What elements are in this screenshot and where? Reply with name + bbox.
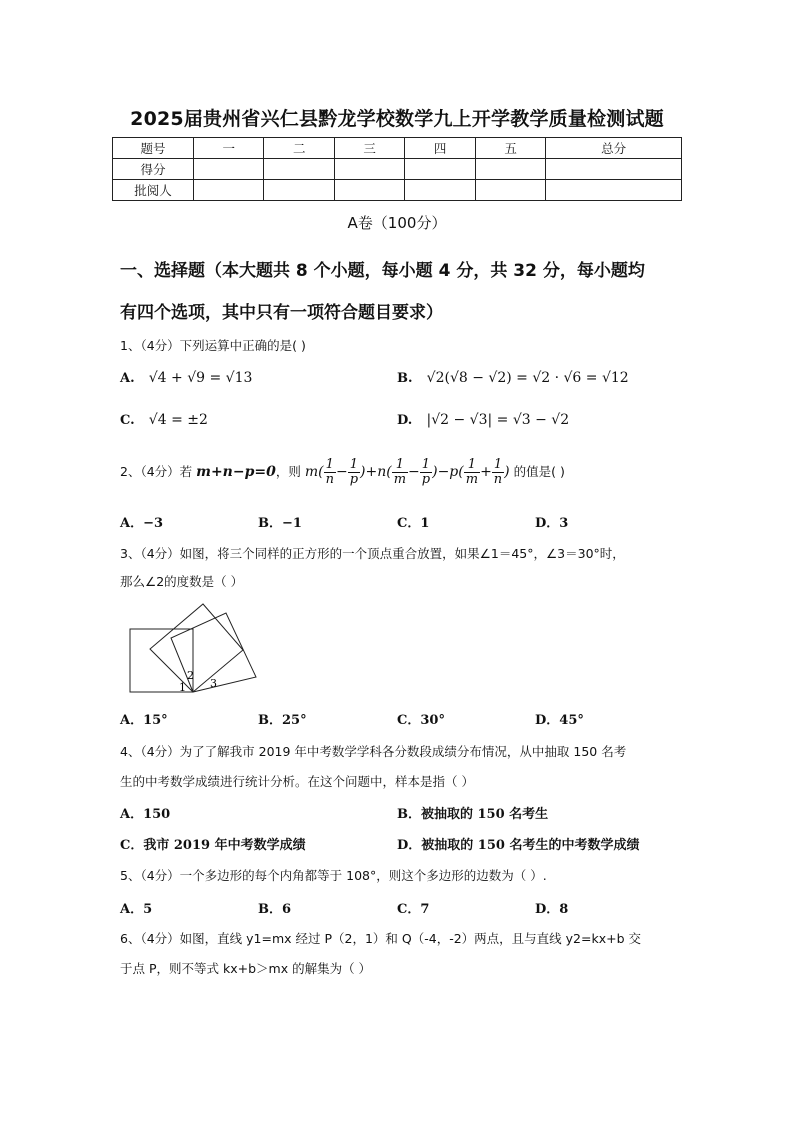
q2-option-a: A．−3 [120, 516, 164, 531]
question-5-stem: 5、（4分）一个多边形的每个内角都等于 108°，则这个多边形的边数为（ ）. [120, 868, 547, 883]
table-cell: 三 [334, 138, 404, 159]
table-cell: 一 [194, 138, 264, 159]
angle-label-3: 3 [210, 677, 217, 690]
table-cell: 四 [405, 138, 475, 159]
table-cell: 二 [264, 138, 334, 159]
q5-option-d: D．8 [535, 902, 569, 917]
score-table-header-row [113, 138, 682, 159]
q5-option-c: C．7 [397, 902, 430, 917]
q4-option-d: D．被抽取的 150 名考生的中考数学成绩 [397, 838, 640, 853]
fraction: $\frac{1}{n}$ [493, 456, 503, 487]
score-input-cell [334, 159, 404, 180]
q3-option-d: D．45° [535, 713, 584, 728]
q1-option-a [120, 370, 252, 386]
table-cell: 五 [475, 138, 545, 159]
q2-suffix: 的值是( ) [513, 464, 565, 479]
angle-label-1: 1 [179, 681, 186, 694]
page-title: 2025届贵州省兴仁县黔龙学校数学九上开学教学质量检测试题 [130, 108, 664, 130]
section-heading-line1: 一、选择题（本大题共 8 个小题，每小题 4 分，共 32 分，每小题均 [120, 261, 645, 281]
question-4-stem-line1: 4、（4分）为了了解我市 2019 年中考数学学科各分数段成绩分布情况，从中抽取 150 名考 [120, 744, 627, 759]
fraction: $\frac{1}{p}$ [421, 456, 431, 487]
table-cell: 题号 [113, 138, 194, 159]
option-label: B. [397, 371, 413, 386]
question-2-stem [120, 455, 565, 489]
option-label: C. [120, 413, 135, 428]
question-1-stem: 1、（4分）下列运算中正确的是( ) [120, 338, 306, 353]
q4-option-b: B．被抽取的 150 名考生 [397, 807, 549, 822]
q3-option-b: B．25° [258, 713, 307, 728]
q5-option-a: A．5 [120, 902, 153, 917]
score-table-row [113, 159, 682, 180]
question-4-stem-line2: 生的中考数学成绩进行统计分析。在这个问题中，样本是指（ ） [120, 774, 474, 789]
score-input-cell [405, 159, 475, 180]
q2-prefix: 2、（4分）若 [120, 464, 193, 479]
fraction: $\frac{1}{n}$ [325, 456, 334, 487]
three-squares-figure [125, 600, 265, 700]
score-input-cell [475, 180, 545, 201]
section-a-heading: A卷（100分） [347, 214, 447, 232]
option-label: A. [120, 371, 135, 386]
fraction: $\frac{1}{p}$ [349, 456, 359, 487]
score-input-cell [194, 159, 264, 180]
score-input-cell [264, 180, 334, 201]
q1-option-c [120, 412, 208, 428]
q3-option-c: C．30° [397, 713, 445, 728]
q5-option-b: B．6 [258, 902, 292, 917]
question-6-stem-line2: 于点 P，则不等式 kx+b＞mx 的解集为（ ） [120, 961, 372, 976]
score-input-cell [546, 180, 682, 201]
fraction: $\frac{1}{m}$ [465, 456, 479, 487]
q2-option-c: C．1 [397, 516, 430, 531]
score-table-row [113, 180, 682, 201]
table-cell: 总分 [546, 138, 682, 159]
q2-condition: m+n−p=0 [196, 464, 276, 480]
option-label: D. [397, 413, 413, 428]
square-shape [150, 604, 243, 692]
q4-option-a: A．150 [120, 807, 171, 822]
score-input-cell [194, 180, 264, 201]
q2-option-d: D．3 [535, 516, 569, 531]
q1-option-d-math: |√2 − √3| = √3 − √2 [426, 412, 570, 428]
q2-expression: m( $\frac{1}{n}$ − $\frac{1}{p}$ )+n( $\frac{1}{m}$ − $\frac{1}{p}$ )−p( $\frac{1}{m}$ + $\frac{1}{n}$ ) [304, 456, 510, 487]
score-input-cell [264, 159, 334, 180]
q1-option-c-math: √4 = ±2 [148, 412, 208, 428]
score-table [112, 137, 682, 201]
q2-option-b: B．−1 [258, 516, 302, 531]
q2-mid: ，则 [275, 464, 301, 479]
table-cell: 得分 [113, 159, 194, 180]
score-input-cell [405, 180, 475, 201]
question-6-stem-line1: 6、（4分）如图，直线 y1=mx 经过 P（2，1）和 Q（-4，-2）两点，且与直线 y2=kx+b 交 [120, 931, 641, 946]
score-input-cell [334, 180, 404, 201]
score-input-cell [475, 159, 545, 180]
table-cell: 批阅人 [113, 180, 194, 201]
score-input-cell [546, 159, 682, 180]
q4-option-c: C．我市 2019 年中考数学成绩 [120, 838, 306, 853]
angle-label-2: 2 [187, 669, 194, 682]
question-3-stem-line2: 那么∠2的度数是（ ） [120, 574, 244, 589]
q3-option-a: A．15° [120, 713, 168, 728]
section-heading-line2: 有四个选项，其中只有一项符合题目要求） [120, 303, 443, 323]
q1-option-b [397, 370, 629, 386]
q1-option-b-math: √2(√8 − √2) = √2 · √6 = √12 [426, 370, 629, 386]
fraction: $\frac{1}{m}$ [393, 456, 407, 487]
question-3-stem-line1: 3、（4分）如图，将三个同样的正方形的一个顶点重合放置，如果∠1＝45°，∠3＝30°时， [120, 546, 625, 561]
q1-option-a-math: √4 + √9 = √13 [148, 370, 253, 386]
q1-option-d [397, 412, 569, 428]
